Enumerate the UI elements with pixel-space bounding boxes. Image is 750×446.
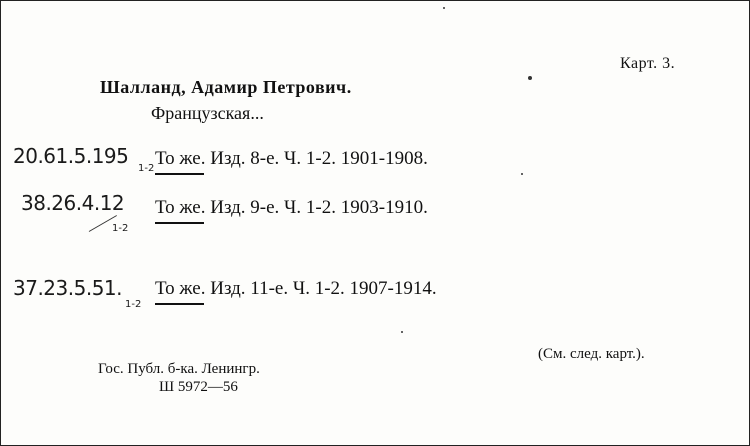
ink-speck bbox=[521, 173, 523, 175]
author-heading: Шалланд, Адамир Петрович. bbox=[100, 77, 352, 97]
part-mark-1: 1-2 bbox=[138, 163, 155, 174]
ink-speck bbox=[401, 331, 403, 333]
shelf-mark-2: 38.26.4.12 bbox=[21, 191, 125, 215]
card-number: Карт. 3. bbox=[620, 55, 676, 72]
see-next-card: (См. след. карт.). bbox=[538, 346, 645, 362]
same-label-1: То же. bbox=[155, 148, 206, 169]
entry-line-3 bbox=[155, 278, 437, 300]
same-label-3: То же. bbox=[155, 278, 206, 299]
same-label-2: То же. bbox=[155, 197, 206, 218]
part-mark-3: 1-2 bbox=[125, 299, 142, 310]
entry-line-1 bbox=[155, 148, 428, 170]
entry-line-2 bbox=[155, 197, 428, 219]
entry-text-3: Изд. 11-е. Ч. 1-2. 1907-1914. bbox=[210, 278, 437, 299]
shelf-mark-3: 37.23.5.51. bbox=[13, 276, 123, 300]
entry-text-1: Изд. 8-е. Ч. 1-2. 1901-1908. bbox=[210, 148, 428, 169]
ink-speck bbox=[443, 7, 445, 9]
shelf-mark-1: 20.61.5.195 bbox=[13, 144, 129, 168]
library-imprint: Гос. Публ. б-ка. Ленингр. bbox=[98, 361, 260, 377]
ink-speck bbox=[528, 76, 532, 80]
part-mark-2: 1-2 bbox=[112, 223, 129, 234]
entry-text-2: Изд. 9-е. Ч. 1-2. 1903-1910. bbox=[210, 197, 428, 218]
print-code: Ш 5972—56 bbox=[159, 379, 238, 395]
title-heading: Французская... bbox=[151, 103, 264, 123]
